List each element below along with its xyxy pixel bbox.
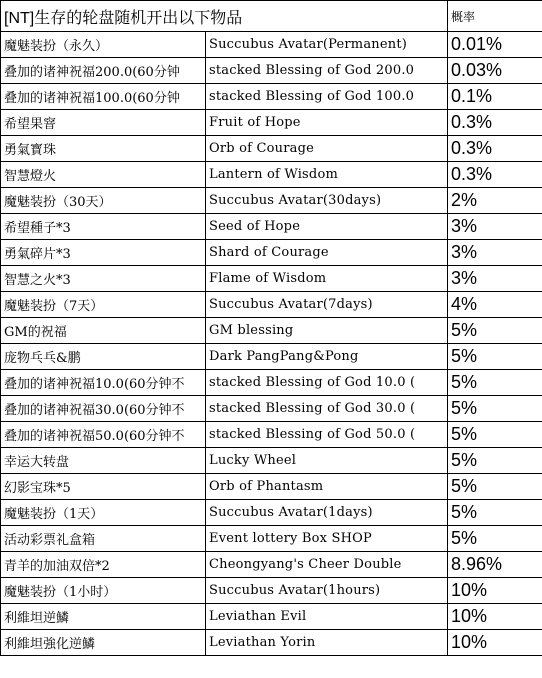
table-row xyxy=(1,318,542,344)
item-english-name: Succubus Avatar(1hours) xyxy=(206,578,448,604)
table-row xyxy=(1,292,542,318)
item-english-name: Orb of Courage xyxy=(206,136,448,162)
item-chinese-name: 幸运大转盘 xyxy=(1,448,206,474)
item-chinese-name: 青羊的加油双倍*2 xyxy=(1,552,206,578)
table-row xyxy=(1,422,542,448)
rate-column-header: 概率 xyxy=(448,1,542,32)
item-chinese-name: 魔魅装扮（1天） xyxy=(1,500,206,526)
table-header-row xyxy=(1,1,542,32)
item-chinese-name: 叠加的诸神祝福10.0(60分钟不 xyxy=(1,370,206,396)
item-chinese-name: 魔魅装扮（永久） xyxy=(1,32,206,58)
item-english-name: stacked Blessing of God 50.0 ( xyxy=(206,422,448,448)
item-english-name: Leviathan Yorin xyxy=(206,630,448,656)
table-row xyxy=(1,344,542,370)
table-row xyxy=(1,526,542,552)
item-probability: 5% xyxy=(448,448,542,474)
item-english-name: Fruit of Hope xyxy=(206,110,448,136)
item-english-name: stacked Blessing of God 100.0 xyxy=(206,84,448,110)
item-probability: 5% xyxy=(448,344,542,370)
item-chinese-name: 魔魅装扮（7天） xyxy=(1,292,206,318)
item-probability: 10% xyxy=(448,604,542,630)
item-probability: 3% xyxy=(448,214,542,240)
table-row xyxy=(1,266,542,292)
item-probability: 5% xyxy=(448,474,542,500)
table-row xyxy=(1,396,542,422)
item-probability: 3% xyxy=(448,240,542,266)
item-chinese-name: 庞物乓乓&鹏 xyxy=(1,344,206,370)
table-row xyxy=(1,136,542,162)
item-english-name: Flame of Wisdom xyxy=(206,266,448,292)
table-row xyxy=(1,110,542,136)
item-chinese-name: 希望種子*3 xyxy=(1,214,206,240)
item-chinese-name: GM的祝福 xyxy=(1,318,206,344)
table-row xyxy=(1,448,542,474)
item-probability: 0.3% xyxy=(448,162,542,188)
item-english-name: Succubus Avatar(Permanent) xyxy=(206,32,448,58)
item-probability: 2% xyxy=(448,188,542,214)
item-chinese-name: 叠加的诸神祝福100.0(60分钟 xyxy=(1,84,206,110)
item-chinese-name: 勇氣寳珠 xyxy=(1,136,206,162)
item-chinese-name: 活动彩票礼盒箱 xyxy=(1,526,206,552)
table-row xyxy=(1,84,542,110)
table-row xyxy=(1,188,542,214)
table-row xyxy=(1,604,542,630)
item-probability: 5% xyxy=(448,370,542,396)
item-english-name: Event lottery Box SHOP xyxy=(206,526,448,552)
item-chinese-name: 魔魅装扮（30天） xyxy=(1,188,206,214)
item-chinese-name: 智慧燈火 xyxy=(1,162,206,188)
item-probability: 5% xyxy=(448,526,542,552)
item-english-name: Dark PangPang&Pong xyxy=(206,344,448,370)
item-english-name: Shard of Courage xyxy=(206,240,448,266)
item-english-name: GM blessing xyxy=(206,318,448,344)
item-probability: 5% xyxy=(448,318,542,344)
table-row xyxy=(1,578,542,604)
item-probability: 5% xyxy=(448,500,542,526)
item-chinese-name: 勇氣碎片*3 xyxy=(1,240,206,266)
table-row xyxy=(1,500,542,526)
item-probability: 0.1% xyxy=(448,84,542,110)
item-probability: 5% xyxy=(448,396,542,422)
item-probability: 0.01% xyxy=(448,32,542,58)
item-probability: 10% xyxy=(448,630,542,656)
table-row xyxy=(1,240,542,266)
item-chinese-name: 利維坦強化逆鱗 xyxy=(1,630,206,656)
item-probability: 0.03% xyxy=(448,58,542,84)
table-row xyxy=(1,552,542,578)
item-probability: 8.96% xyxy=(448,552,542,578)
item-probability: 3% xyxy=(448,266,542,292)
table-body xyxy=(1,1,542,656)
item-chinese-name: 希望果窨 xyxy=(1,110,206,136)
table-row xyxy=(1,214,542,240)
item-english-name: Lantern of Wisdom xyxy=(206,162,448,188)
table-row xyxy=(1,370,542,396)
item-english-name: Cheongyang's Cheer Double xyxy=(206,552,448,578)
item-chinese-name: 叠加的诸神祝福50.0(60分钟不 xyxy=(1,422,206,448)
item-chinese-name: 利維坦逆鱗 xyxy=(1,604,206,630)
item-probability: 0.3% xyxy=(448,136,542,162)
table-row xyxy=(1,162,542,188)
item-english-name: Leviathan Evil xyxy=(206,604,448,630)
item-english-name: Succubus Avatar(7days) xyxy=(206,292,448,318)
table-row xyxy=(1,58,542,84)
item-english-name: Lucky Wheel xyxy=(206,448,448,474)
item-english-name: Succubus Avatar(30days) xyxy=(206,188,448,214)
item-english-name: Seed of Hope xyxy=(206,214,448,240)
item-chinese-name: 魔魅装扮（1小时） xyxy=(1,578,206,604)
table-row xyxy=(1,474,542,500)
table-title: [NT]生存的轮盘随机开出以下物品 xyxy=(1,1,448,32)
item-chinese-name: 智慧之火*3 xyxy=(1,266,206,292)
table-row xyxy=(1,32,542,58)
table-row xyxy=(1,630,542,656)
item-chinese-name: 幻影宝珠*5 xyxy=(1,474,206,500)
item-probability: 5% xyxy=(448,422,542,448)
item-chinese-name: 叠加的诸神祝福30.0(60分钟不 xyxy=(1,396,206,422)
item-probability: 4% xyxy=(448,292,542,318)
item-english-name: Succubus Avatar(1days) xyxy=(206,500,448,526)
item-chinese-name: 叠加的诸神祝福200.0(60分钟 xyxy=(1,58,206,84)
item-english-name: stacked Blessing of God 10.0 ( xyxy=(206,370,448,396)
item-probability: 0.3% xyxy=(448,110,542,136)
item-english-name: stacked Blessing of God 30.0 ( xyxy=(206,396,448,422)
item-english-name: stacked Blessing of God 200.0 xyxy=(206,58,448,84)
item-probability: 10% xyxy=(448,578,542,604)
item-english-name: Orb of Phantasm xyxy=(206,474,448,500)
